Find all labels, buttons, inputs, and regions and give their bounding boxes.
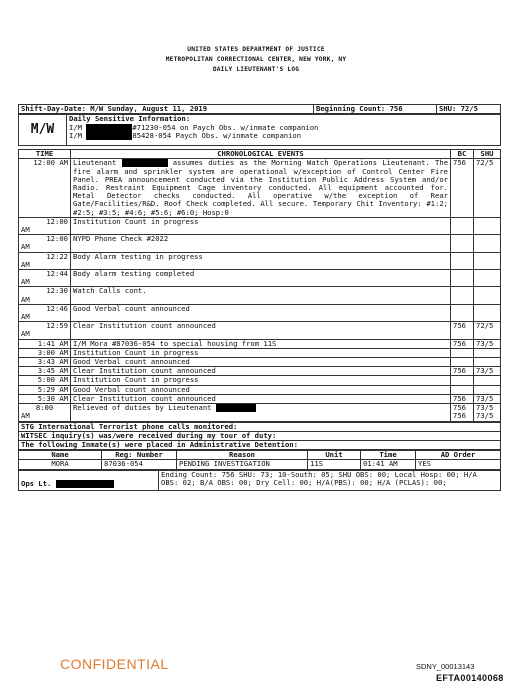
entry-event: Clear Institution count announced [71,322,451,339]
ad-header-cell: Unit [308,451,361,460]
entry-event: Good Verbal count announced [71,385,451,394]
entry-time: 12:00 AM [19,217,71,234]
entry-shu [474,217,501,234]
entry-time: 12:59 AM [19,322,71,339]
entry-time: 5:29 AM [19,385,71,394]
doc-header-line3: DAILY LIEUTENANT'S LOG [212,66,300,73]
entry-shu [474,376,501,385]
entry-event: Relieved of duties by Lieutenant [71,404,451,421]
bates-number-1: SDNY_00013143 [416,662,475,671]
entry-shu: 72/5 [474,159,501,217]
entry-time: 12:46 AM [19,304,71,321]
col-time: TIME [19,150,71,159]
entry-time: 12:00 AM [19,235,71,252]
entry-event: Watch Calls cont. [71,287,451,304]
entry-event: I/M Mora #87036-054 to special housing from 11S [71,339,451,348]
ad-cell: PENDING INVESTIGATION [177,460,308,469]
entry-shu: 72/5 [474,322,501,339]
table-row [19,339,501,348]
confidential-stamp: CONFIDENTIAL [60,656,169,672]
entry-bc [451,270,474,287]
entry-time: 3:00 AM [19,348,71,357]
entry-bc [451,376,474,385]
table-row [19,270,501,287]
entry-bc: 756 [451,339,474,348]
ending-count: Ending Count: 756 SHU: 73; 10-South: 05; SHU OBS: 00; Local Hosp: 00; H/A OBS: 02; B/A OBS: 00; Dry Cell: 00; H/A(PBS): 00; H/A (PCLAS): 00; [159,470,501,490]
entry-bc: 756 [451,394,474,403]
entry-bc: 756 756 [451,404,474,421]
table-row [19,385,501,394]
table-row [19,287,501,304]
entry-shu [474,348,501,357]
entry-event: Clear Institution count announced [71,367,451,376]
sensitive-line-1: I/M #71230-054 on Paych Obs. w/inmate companion [69,122,319,132]
ad-cell: YES [416,460,501,469]
entry-time: 12:22 AM [19,252,71,269]
entry-time: 12:00 AM [19,159,71,217]
entry-time: 5:30 AM [19,394,71,403]
entry-bc [451,304,474,321]
entry-event: Body alarm testing completed [71,270,451,287]
col-events: CHRONOLOGICAL EVENTS [71,150,451,159]
table-row [19,376,501,385]
sensitive-line-2: I/M 85428-054 Paych Obs. w/inmate companion [69,131,302,141]
redaction [216,404,256,412]
entry-bc [451,348,474,357]
redaction [86,124,132,132]
daily-log [18,104,501,491]
entries-body [19,217,501,403]
witsec-line: WITSEC inquiry(s) was/were received during my tour of duty: [19,431,501,440]
entry-shu [474,385,501,394]
entry-time: 5:00 AM [19,376,71,385]
redaction [56,480,114,488]
shift-code: M/W [19,115,67,146]
ad-cell: 87036-054 [102,460,177,469]
entry-time: 3:45 AM [19,367,71,376]
entry-bc [451,217,474,234]
redaction [86,132,132,140]
entry-shu: 73/5 73/5 [474,404,501,421]
entry-event: Good Verbal count announced [71,304,451,321]
ad-table [18,450,501,469]
doc-header-line2: METROPOLITAN CORRECTIONAL CENTER, NEW YORK, NY [165,56,347,63]
table-row [19,304,501,321]
sensitive-table [18,114,501,146]
entry-event: Clear Institution count announced [71,394,451,403]
entry-shu: 73/5 [474,394,501,403]
entry-event: Good Verbal count announced [71,358,451,367]
entry-time: 12:44 AM [19,270,71,287]
entry-bc [451,385,474,394]
entry-event: Body Alarm testing in progress [71,252,451,269]
events-table [18,149,501,421]
entry-bc [451,235,474,252]
bates-number-2: EFTA00140068 [436,673,504,683]
footer-lines [18,422,501,451]
entry-shu [474,304,501,321]
ad-header-cell: Reason [177,451,308,460]
shift-table [18,104,501,114]
table-row [19,252,501,269]
ad-data-row [19,460,501,469]
entry-shu: 73/5 [474,367,501,376]
admin-line: The following Inmate(s) were placed in Administrative Detention: [19,440,501,449]
col-shu: SHU [474,150,501,159]
entry-bc [451,287,474,304]
doc-header-line1: UNITED STATES DEPARTMENT OF JUSTICE [187,46,325,53]
entry-shu [474,270,501,287]
entry-time: 1:41 AM [19,339,71,348]
entry-event: NYPD Phone Check #2022 [71,235,451,252]
table-row [19,159,501,217]
entry-bc: 756 [451,367,474,376]
ops-lt: Ops Lt. [19,470,159,490]
entry-shu: 73/5 [474,339,501,348]
entry-bc: 756 [451,159,474,217]
table-row [19,322,501,339]
shift-date: Shift-Day-Date: M/W Sunday, August 11, 2019 [19,105,314,114]
ad-cell: MORA [19,460,102,469]
entry-bc [451,252,474,269]
table-row [19,217,501,234]
entry-shu [474,287,501,304]
ending-table [18,470,501,491]
entry-shu [474,252,501,269]
entry-time: 12:30 AM [19,287,71,304]
entry-time: 8:00 AM [19,404,71,421]
entry-event: Lieutenant assumes duties as the Morning Watch Operations Lieutenant. The fire alarm and sprinkler system are operational w/exception of Control Center Fire Panel. PREA announcement conducted via the Institution Public Address System and/or Radio. Restraint Equipment Cage inventory conducted. All equipment accounted for. Metal Detector checks conducted. All operative w/the exception of Rear Gate/Facilities/R&D. Roof Check completed. All secure. Temporary Chit Inventory: #1:2; #2:5; #3:5; #4:6; #5:6; #6:0; Hosp:0 [71,159,451,217]
entry-event: Institution Count in progress [71,217,451,234]
ad-header-cell: Time [361,451,416,460]
shu-count: SHU: 72/5 [437,105,501,114]
beginning-count: Beginning Count: 756 [314,105,437,114]
col-bc: BC [451,150,474,159]
stg-line: STG International Terrorist phone calls monitored: [19,422,501,431]
table-row [19,235,501,252]
table-row [19,404,501,421]
entry-time: 3:43 AM [19,358,71,367]
ad-header-cell: Name [19,451,102,460]
entry-event: Institution Count in progress [71,376,451,385]
ad-header-cell: Reg: Number [102,451,177,460]
ad-cell: 01:41 AM [361,460,416,469]
ad-cell: 11S [308,460,361,469]
entry-shu [474,235,501,252]
ad-header-cell: AD Order [416,451,501,460]
sensitive-title: Daily Sensitive Information: [69,114,191,124]
entry-bc: 756 [451,322,474,339]
entry-event: Institution Count in progress [71,348,451,357]
